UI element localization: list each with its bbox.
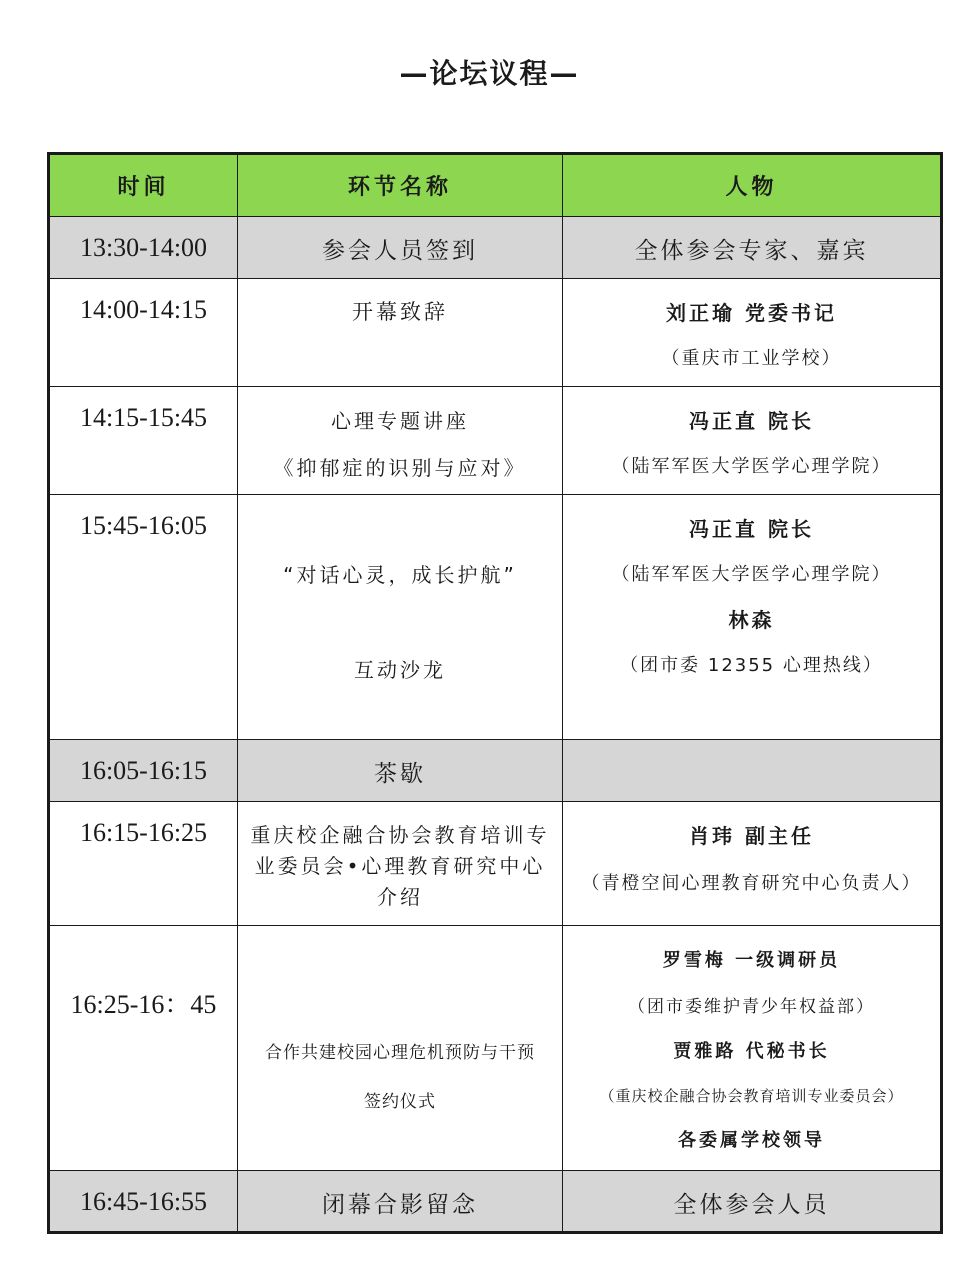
people-cell [563,279,942,387]
session-line: 参会人员签到 [322,238,478,264]
person-name: 林森 [728,608,775,632]
person-org: （团市委 12355 心理热线） [620,655,883,676]
table-row [49,387,942,495]
table-row [49,279,942,387]
time-cell: 16:15-16:25 [49,802,238,926]
people-cell [563,926,942,1171]
session-cell [238,1171,563,1233]
session-line: 合作共建校园心理危机预防与干预 [265,1043,535,1063]
person-name: 罗雪梅 一级调研员 [662,950,841,971]
session-line: 开幕致辞 [352,300,448,324]
session-cell [238,740,563,802]
session-cell [238,217,563,279]
agenda-table [47,152,943,1234]
person-org: （青橙空间心理教育研究中心负责人） [581,873,922,894]
session-line: 闭幕合影留念 [322,1192,478,1218]
table-row [49,926,942,1171]
person-name: 各委属学校领导 [678,1130,825,1151]
session-line: 业委员会•心理教育研究中心 [254,854,546,878]
session-cell [238,802,563,926]
page-title: —论坛议程— [399,57,580,90]
people-cell [563,1171,942,1233]
person-org: （陆军军医大学医学心理学院） [611,456,892,477]
session-line: 互动沙龙 [354,658,446,682]
header-people: 人物 [563,154,942,217]
time-cell: 14:15-15:45 [49,387,238,495]
header-time: 时间 [49,154,238,217]
session-line: 介绍 [377,885,423,909]
session-cell [238,279,563,387]
people-line: 全体参会专家、嘉宾 [634,238,869,264]
session-line: 签约仪式 [364,1092,436,1112]
session-line: “对话心灵，成长护航” [283,563,517,587]
people-cell [563,802,942,926]
people-cell [563,387,942,495]
time-cell: 13:30-14:00 [49,217,238,279]
session-cell [238,495,563,740]
person-org: （陆军军医大学医学心理学院） [611,564,892,585]
table-row [49,217,942,279]
session-cell [238,387,563,495]
session-line: 心理专题讲座 [331,409,469,433]
session-line: 茶歇 [374,761,426,787]
person-org: （重庆市工业学校） [661,348,842,369]
table-row [49,802,942,926]
header-session: 环节名称 [238,154,563,217]
person-name: 冯正直 院长 [689,409,814,433]
time-cell: 16:05-16:15 [49,740,238,802]
person-name: 冯正直 院长 [689,517,814,541]
time-cell: 16:25-16：45 [49,926,238,1171]
session-line: 《抑郁症的识别与应对》 [273,456,527,480]
table-row [49,740,942,802]
time-cell: 15:45-16:05 [49,495,238,740]
people-cell [563,217,942,279]
person-name: 贾雅路 代秘书长 [673,1041,830,1062]
session-cell [238,926,563,1171]
time-cell: 16:45-16:55 [49,1171,238,1233]
session-line: 重庆校企融合协会教育培训专 [250,823,550,847]
people-cell [563,495,942,740]
table-header-row [49,154,942,217]
table-row [49,1171,942,1233]
people-cell [563,740,942,802]
person-org: （团市委维护青少年权益部） [628,997,875,1017]
person-name: 肖玮 副主任 [689,824,814,848]
people-line: 全体参会人员 [673,1192,830,1218]
table-row [49,495,942,740]
time-cell: 14:00-14:15 [49,279,238,387]
person-org: （重庆校企融合协会教育培训专业委员会） [599,1087,904,1105]
person-name: 刘正瑜 党委书记 [666,301,837,325]
